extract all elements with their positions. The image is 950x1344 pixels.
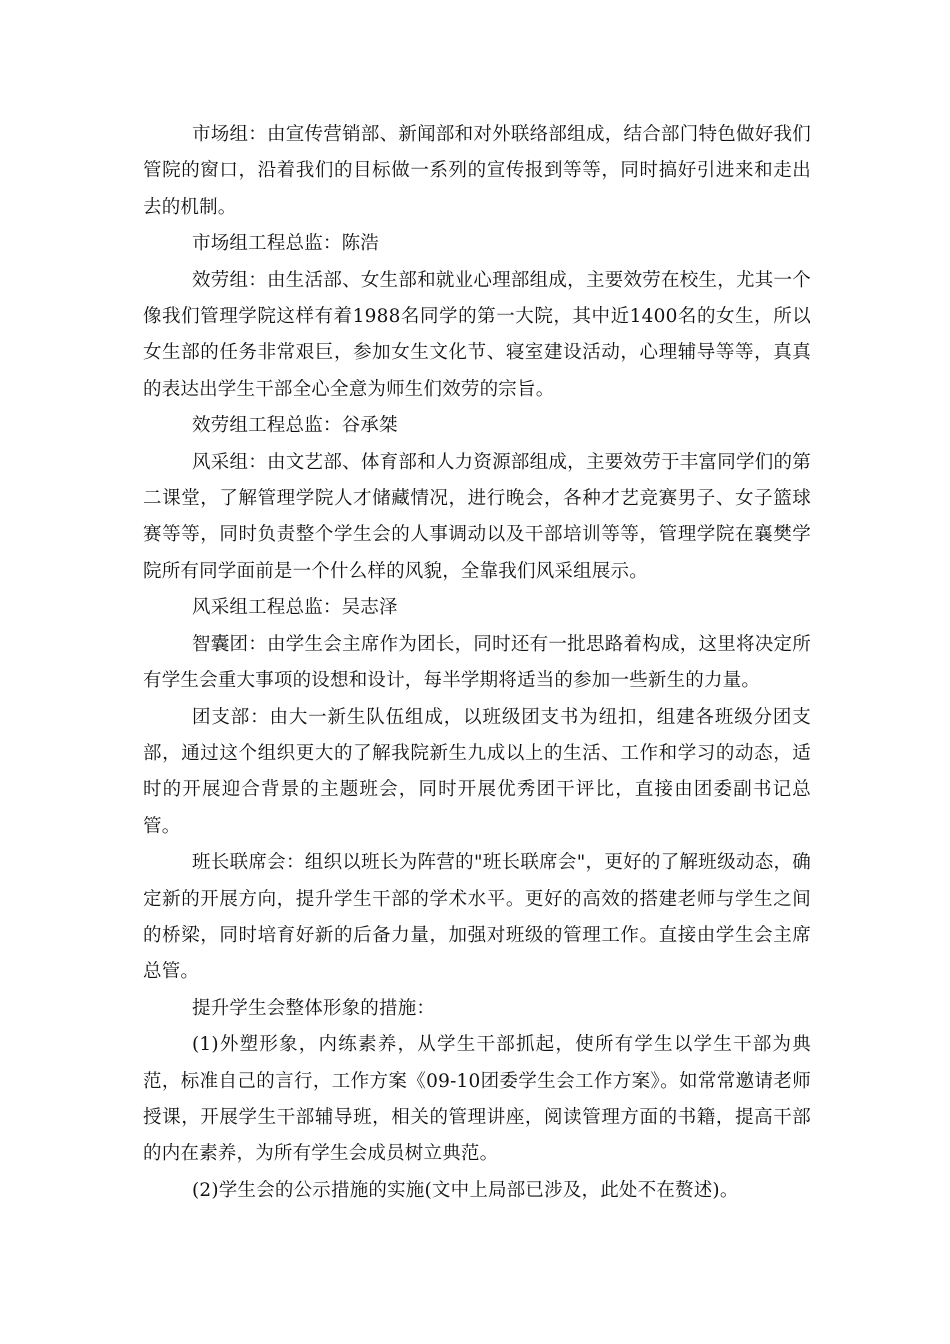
document-page bbox=[143, 117, 811, 1209]
paragraph-service-director: 效劳组工程总监：谷承桀 bbox=[192, 415, 398, 437]
paragraph-market-director: 市场组工程总监：陈浩 bbox=[192, 233, 380, 255]
paragraph-style-director: 风采组工程总监：吴志泽 bbox=[192, 597, 398, 619]
paragraph-monitor-council: 班长联席会：组织以班长为阵营的"班长联席会"，更好的了解班级动态，确定新的开展方向，提升学生干部的学术水平。更好的高效的搭建老师与学生之间的桥梁，同时培育好新的后备力量，加强对班级的管理工作。直接由学生会主席总管。 bbox=[143, 852, 811, 983]
paragraph-think-tank: 智囊团：由学生会主席作为团长，同时还有一批思路着构成，这里将决定所有学生会重大事项的设想和设计，每半学期将适当的参加一些新生的力量。 bbox=[143, 633, 811, 692]
paragraph-service-group: 效劳组：由生活部、女生部和就业心理部组成，主要效劳在校生，尤其一个像我们管理学院这样有着1988名同学的第一大院，其中近1400名的女生，所以女生部的任务非常艰巨，参加女生文化节、寝室建设活动，心理辅导等等，真真的表达出学生干部全心全意为师生们效劳的宗旨。 bbox=[143, 269, 811, 400]
paragraph-market-group: 市场组：由宣传营销部、新闻部和对外联络部组成，结合部门特色做好我们管院的窗口，沿着我们的目标做一系列的宣传报到等等，同时搞好引进来和走出去的机制。 bbox=[143, 124, 811, 218]
paragraph-league-branch: 团支部：由大一新生队伍组成，以班级团支书为纽扣，组建各班级分团支部，通过这个组织更大的了解我院新生九成以上的生活、工作和学习的动态，适时的开展迎合背景的主题班会，同时开展优秀团干评比，直接由团委副书记总管。 bbox=[143, 706, 811, 837]
paragraph-measures-heading: 提升学生会整体形象的措施： bbox=[192, 997, 436, 1019]
paragraph-measure-2: (2)学生会的公示措施的实施(文中上局部已涉及，此处不在赘述)。 bbox=[192, 1179, 739, 1201]
paragraph-style-group: 风采组：由文艺部、体育部和人力资源部组成，主要效劳于丰富同学们的第二课堂，了解管理学院人才储藏情况，进行晚会，各种才艺竞赛男子、女子篮球赛等等，同时负责整个学生会的人事调动以及干部培训等等，管理学院在襄樊学院所有同学面前是一个什么样的风貌，全靠我们风采组展示。 bbox=[143, 451, 811, 582]
paragraph-measure-1: (1)外塑形象，内练素养，从学生干部抓起，使所有学生以学生干部为典范，标准自己的言行，工作方案《09-10团委学生会工作方案》。如常常邀请老师授课，开展学生干部辅导班，相关的管理讲座，阅读管理方面的书籍，提高干部的内在素养，为所有学生会成员树立典范。 bbox=[143, 1034, 811, 1165]
